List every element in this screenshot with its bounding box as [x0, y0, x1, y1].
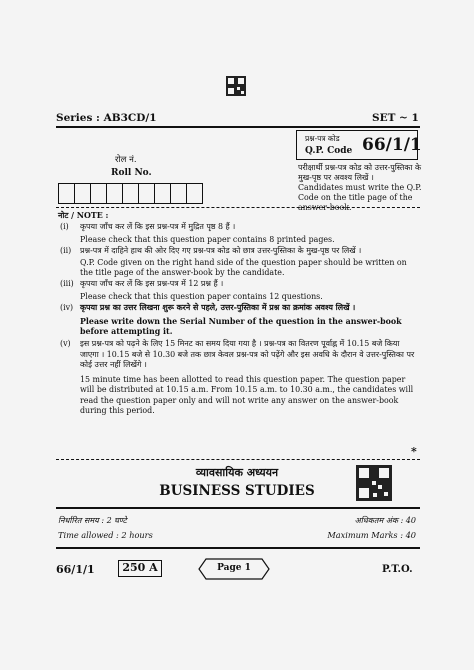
time-top-rule: [56, 507, 420, 509]
notes-section: [58, 211, 420, 416]
time-bottom-rule: [56, 547, 420, 549]
star-mark: *: [411, 445, 417, 458]
footer-badge-text: 250 A: [122, 561, 158, 574]
notes-top-rule: [56, 207, 420, 208]
subject-hindi: व्यावसायिक अध्ययन: [195, 466, 279, 479]
note-item: [58, 279, 420, 302]
note-item: [58, 222, 420, 245]
notes-bottom-rule: [56, 459, 420, 460]
time-english: Time allowed : 2 hours: [58, 530, 153, 540]
series-label: Series : AB3CD/1: [56, 112, 157, 124]
qp-instruction-english: Candidates must write the Q.P. Code on the title page of the answer-book.: [298, 183, 422, 212]
marks-hindi: अधिकतम अंक : 40: [354, 516, 416, 525]
subject-qr-code: [356, 465, 392, 501]
set-label: SET ~ 1: [372, 112, 419, 124]
note-number: (iii): [60, 279, 74, 289]
qp-instruction: [298, 163, 422, 213]
note-english: Please write down the Serial Number of the question in the answer-book before attempting it.: [80, 316, 402, 337]
roll-label: Roll No.: [111, 168, 152, 178]
note-number: (ii): [60, 246, 72, 256]
note-item: [58, 303, 420, 337]
top-qr-code: [226, 76, 246, 96]
roll-hindi-label: रोल नं.: [115, 155, 137, 165]
note-hindi: इस प्रश्न-पत्र को पढ़ने के लिए 15 मिनट का समय दिया गया है । प्रश्न-पत्र का वितरण पूर्वाह्न में 10.15 बजे किया जाएगा । 10.15 बजे से 10.30 बजे तक छात्र केवल प्रश्न-पत्र को पढ़ेंगे और इस अवधि के दौरान वे उत्तर-पुस्तिका पर कोई उत्तर नहीं लिखेंगे ।: [80, 339, 415, 370]
note-label: नोट / NOTE :: [58, 211, 109, 220]
qp-code-label: Q.P. Code: [305, 146, 353, 156]
note-item: [58, 246, 420, 278]
note-english: Please check that this question paper contains 12 questions.: [80, 291, 323, 301]
note-hindi: कृपया जाँच कर लें कि इस प्रश्न-पत्र में मुद्रित पृष्ठ 8 हैं ।: [80, 222, 236, 232]
header-rule: [56, 126, 420, 128]
roll-number-boxes[interactable]: [58, 183, 202, 204]
page-number: Page 1: [217, 563, 251, 573]
note-number: (i): [60, 222, 69, 232]
footer-badge: [118, 560, 162, 577]
note-number: (iv): [60, 303, 74, 313]
time-hindi: निर्धारित समय : 2 घण्टे: [58, 516, 127, 525]
note-item: [58, 339, 420, 416]
note-english: Please check that this question paper contains 8 printed pages.: [80, 234, 335, 244]
marks-english: Maximum Marks : 40: [327, 530, 416, 540]
note-english: Q.P. Code given on the right hand side of the question paper should be written on the title page of the answer-book by the candidate.: [80, 257, 407, 278]
note-english: 15 minute time has been allotted to read this question paper. The question paper will be distributed at 10.15 a.m. From 10.15 a.m. to 10.30 a.m., the candidates will read the question paper only and will not write any answer on the answer-book during this period.: [80, 374, 414, 415]
pto-label: P.T.O.: [382, 564, 413, 575]
qp-instruction-hindi: परीक्षार्थी प्रश्न-पत्र कोड को उत्तर-पुस्तिका के मुख-पृष्ठ पर अवश्य लिखें ।: [298, 163, 422, 182]
note-hindi: कृपया जाँच कर लें कि इस प्रश्न-पत्र में 12 प्रश्न हैं ।: [80, 279, 224, 289]
subject-title: BUSINESS STUDIES: [159, 483, 315, 499]
qp-code-hindi-label: प्रश्न-पत्र कोड: [305, 134, 340, 143]
note-number: (v): [60, 339, 71, 349]
footer-code: 66/1/1: [56, 563, 95, 576]
qp-code-value: 66/1/1: [362, 135, 422, 155]
note-hindi: कृपया प्रश्न का उत्तर लिखना शुरू करने से पहले, उत्तर-पुस्तिका में प्रश्न का क्रमांक अवश्य लिखें ।: [80, 303, 356, 313]
note-hindi: प्रश्न-पत्र में दाहिने हाथ की ओर दिए गए प्रश्न-पत्र कोड को छात्र उत्तर-पुस्तिका के मुख-पृष्ठ पर लिखें ।: [80, 246, 362, 256]
qp-code-box: [296, 130, 422, 160]
